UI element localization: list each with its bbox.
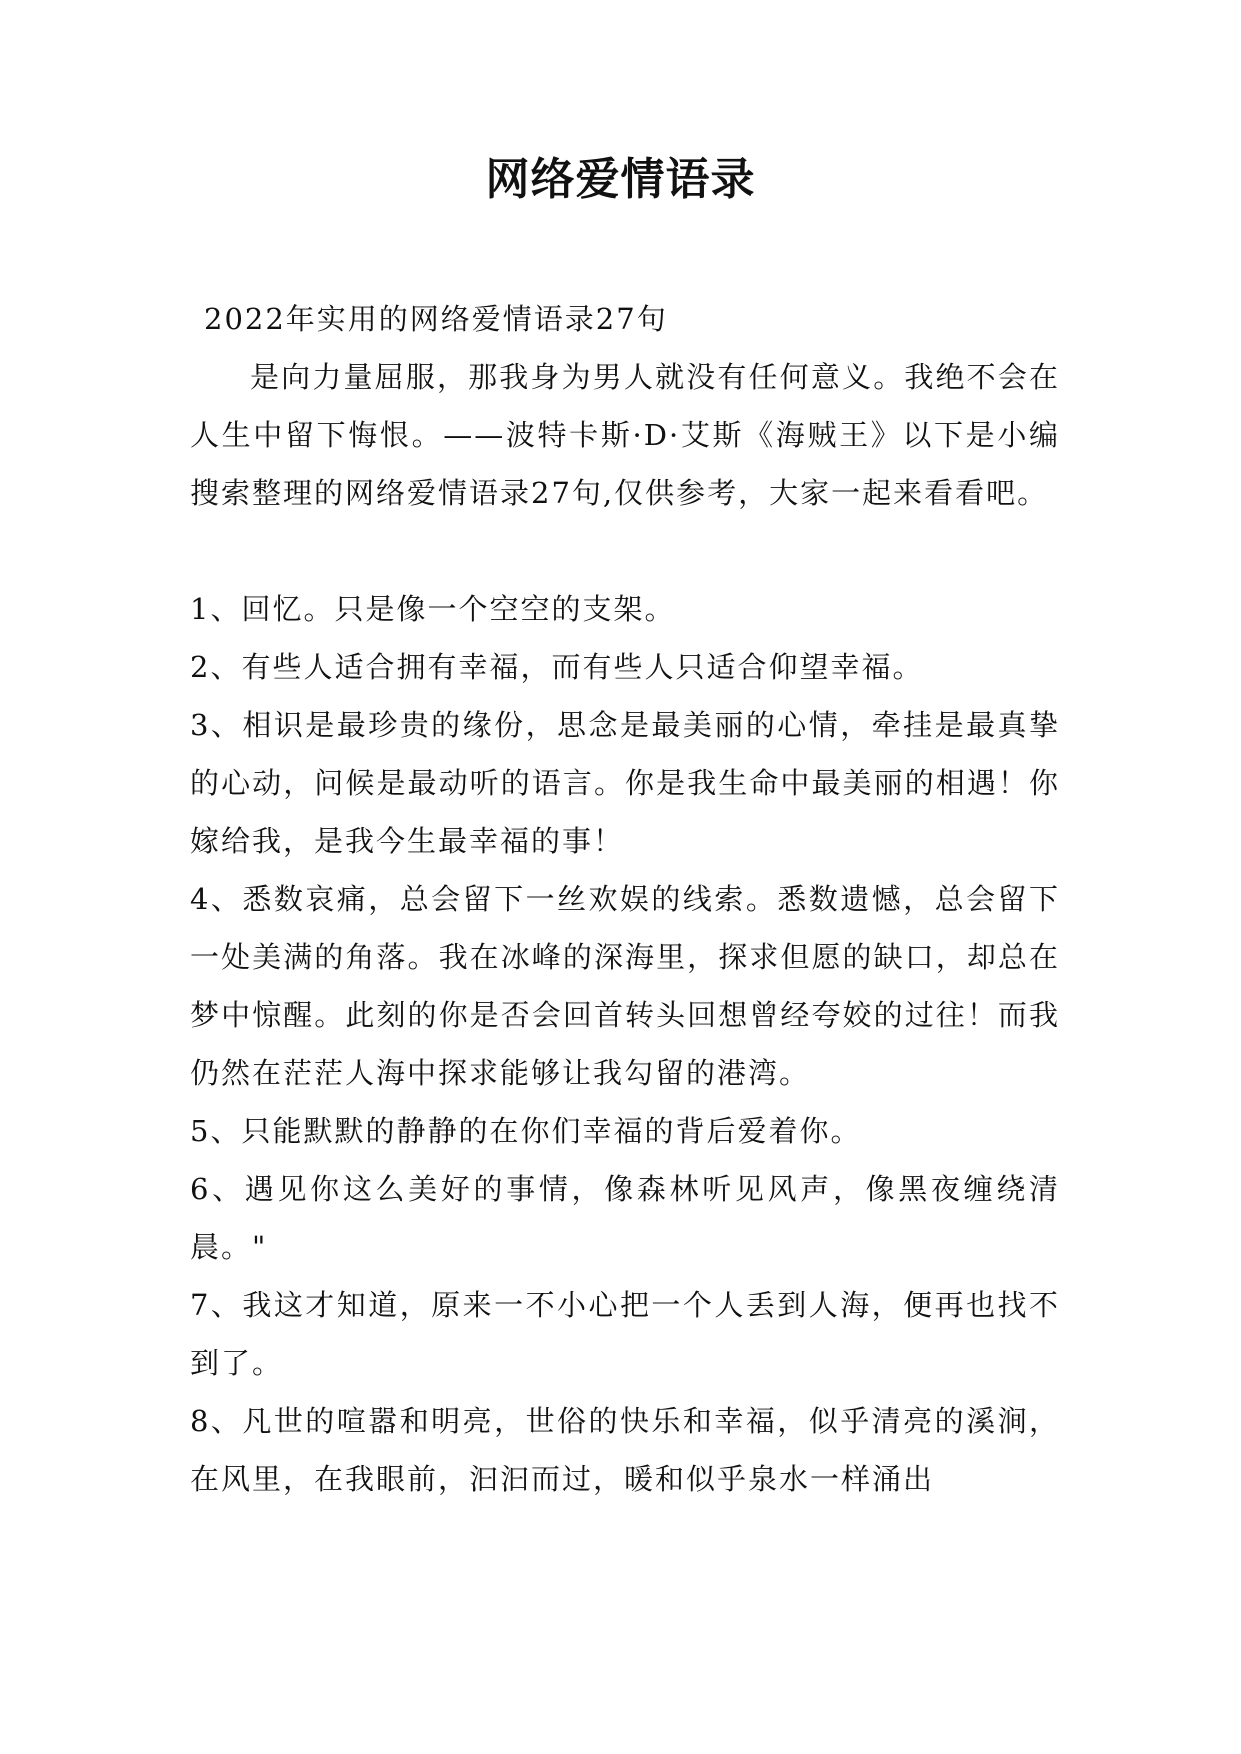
document-body bbox=[190, 290, 1060, 1508]
quote-item: 2、有些人适合拥有幸福，而有些人只适合仰望幸福。 bbox=[190, 650, 924, 684]
quote-item: 5、只能默默的静静的在你们幸福的背后爱着你。 bbox=[190, 1114, 862, 1148]
quote-item: 3、相识是最珍贵的缘份，思念是最美丽的心情，牵挂是最真挚的心动，问候是最动听的语言。你是我生命中最美丽的相遇！你嫁给我，是我今生最幸福的事！ bbox=[190, 708, 1060, 858]
intro-paragraph: 是向力量屈服，那我身为男人就没有任何意义。我绝不会在人生中留下悔恨。——波特卡斯·D·艾斯《海贼王》以下是小编搜索整理的网络爱情语录27句,仅供参考，大家一起来看看吧。 bbox=[190, 360, 1060, 510]
quote-item: 4、悉数哀痛，总会留下一丝欢娱的线索。悉数遗憾，总会留下一处美满的角落。我在冰峰的深海里，探求但愿的缺口，却总在梦中惊醒。此刻的你是否会回首转头回想曾经夸姣的过往！而我仍然在茫茫人海中探求能够让我勾留的港湾。 bbox=[190, 882, 1060, 1090]
quote-item: 7、我这才知道，原来一不小心把一个人丢到人海，便再也找不到了。 bbox=[190, 1288, 1060, 1380]
document-title: 网络爱情语录 bbox=[485, 154, 756, 205]
quote-item: 6、遇见你这么美好的事情，像森林听见风声，像黑夜缠绕清晨。" bbox=[190, 1172, 1060, 1264]
section-spacer bbox=[190, 522, 1060, 580]
quote-item: 1、回忆。只是像一个空空的支架。 bbox=[190, 592, 676, 626]
document-subtitle: 2022年实用的网络爱情语录27句 bbox=[204, 302, 668, 336]
quote-list bbox=[190, 580, 1060, 1508]
quote-item: 8、凡世的喧嚣和明亮，世俗的快乐和幸福，似乎清亮的溪涧，在风里，在我眼前，汩汩而过，暖和似乎泉水一样涌出 bbox=[190, 1404, 1060, 1496]
